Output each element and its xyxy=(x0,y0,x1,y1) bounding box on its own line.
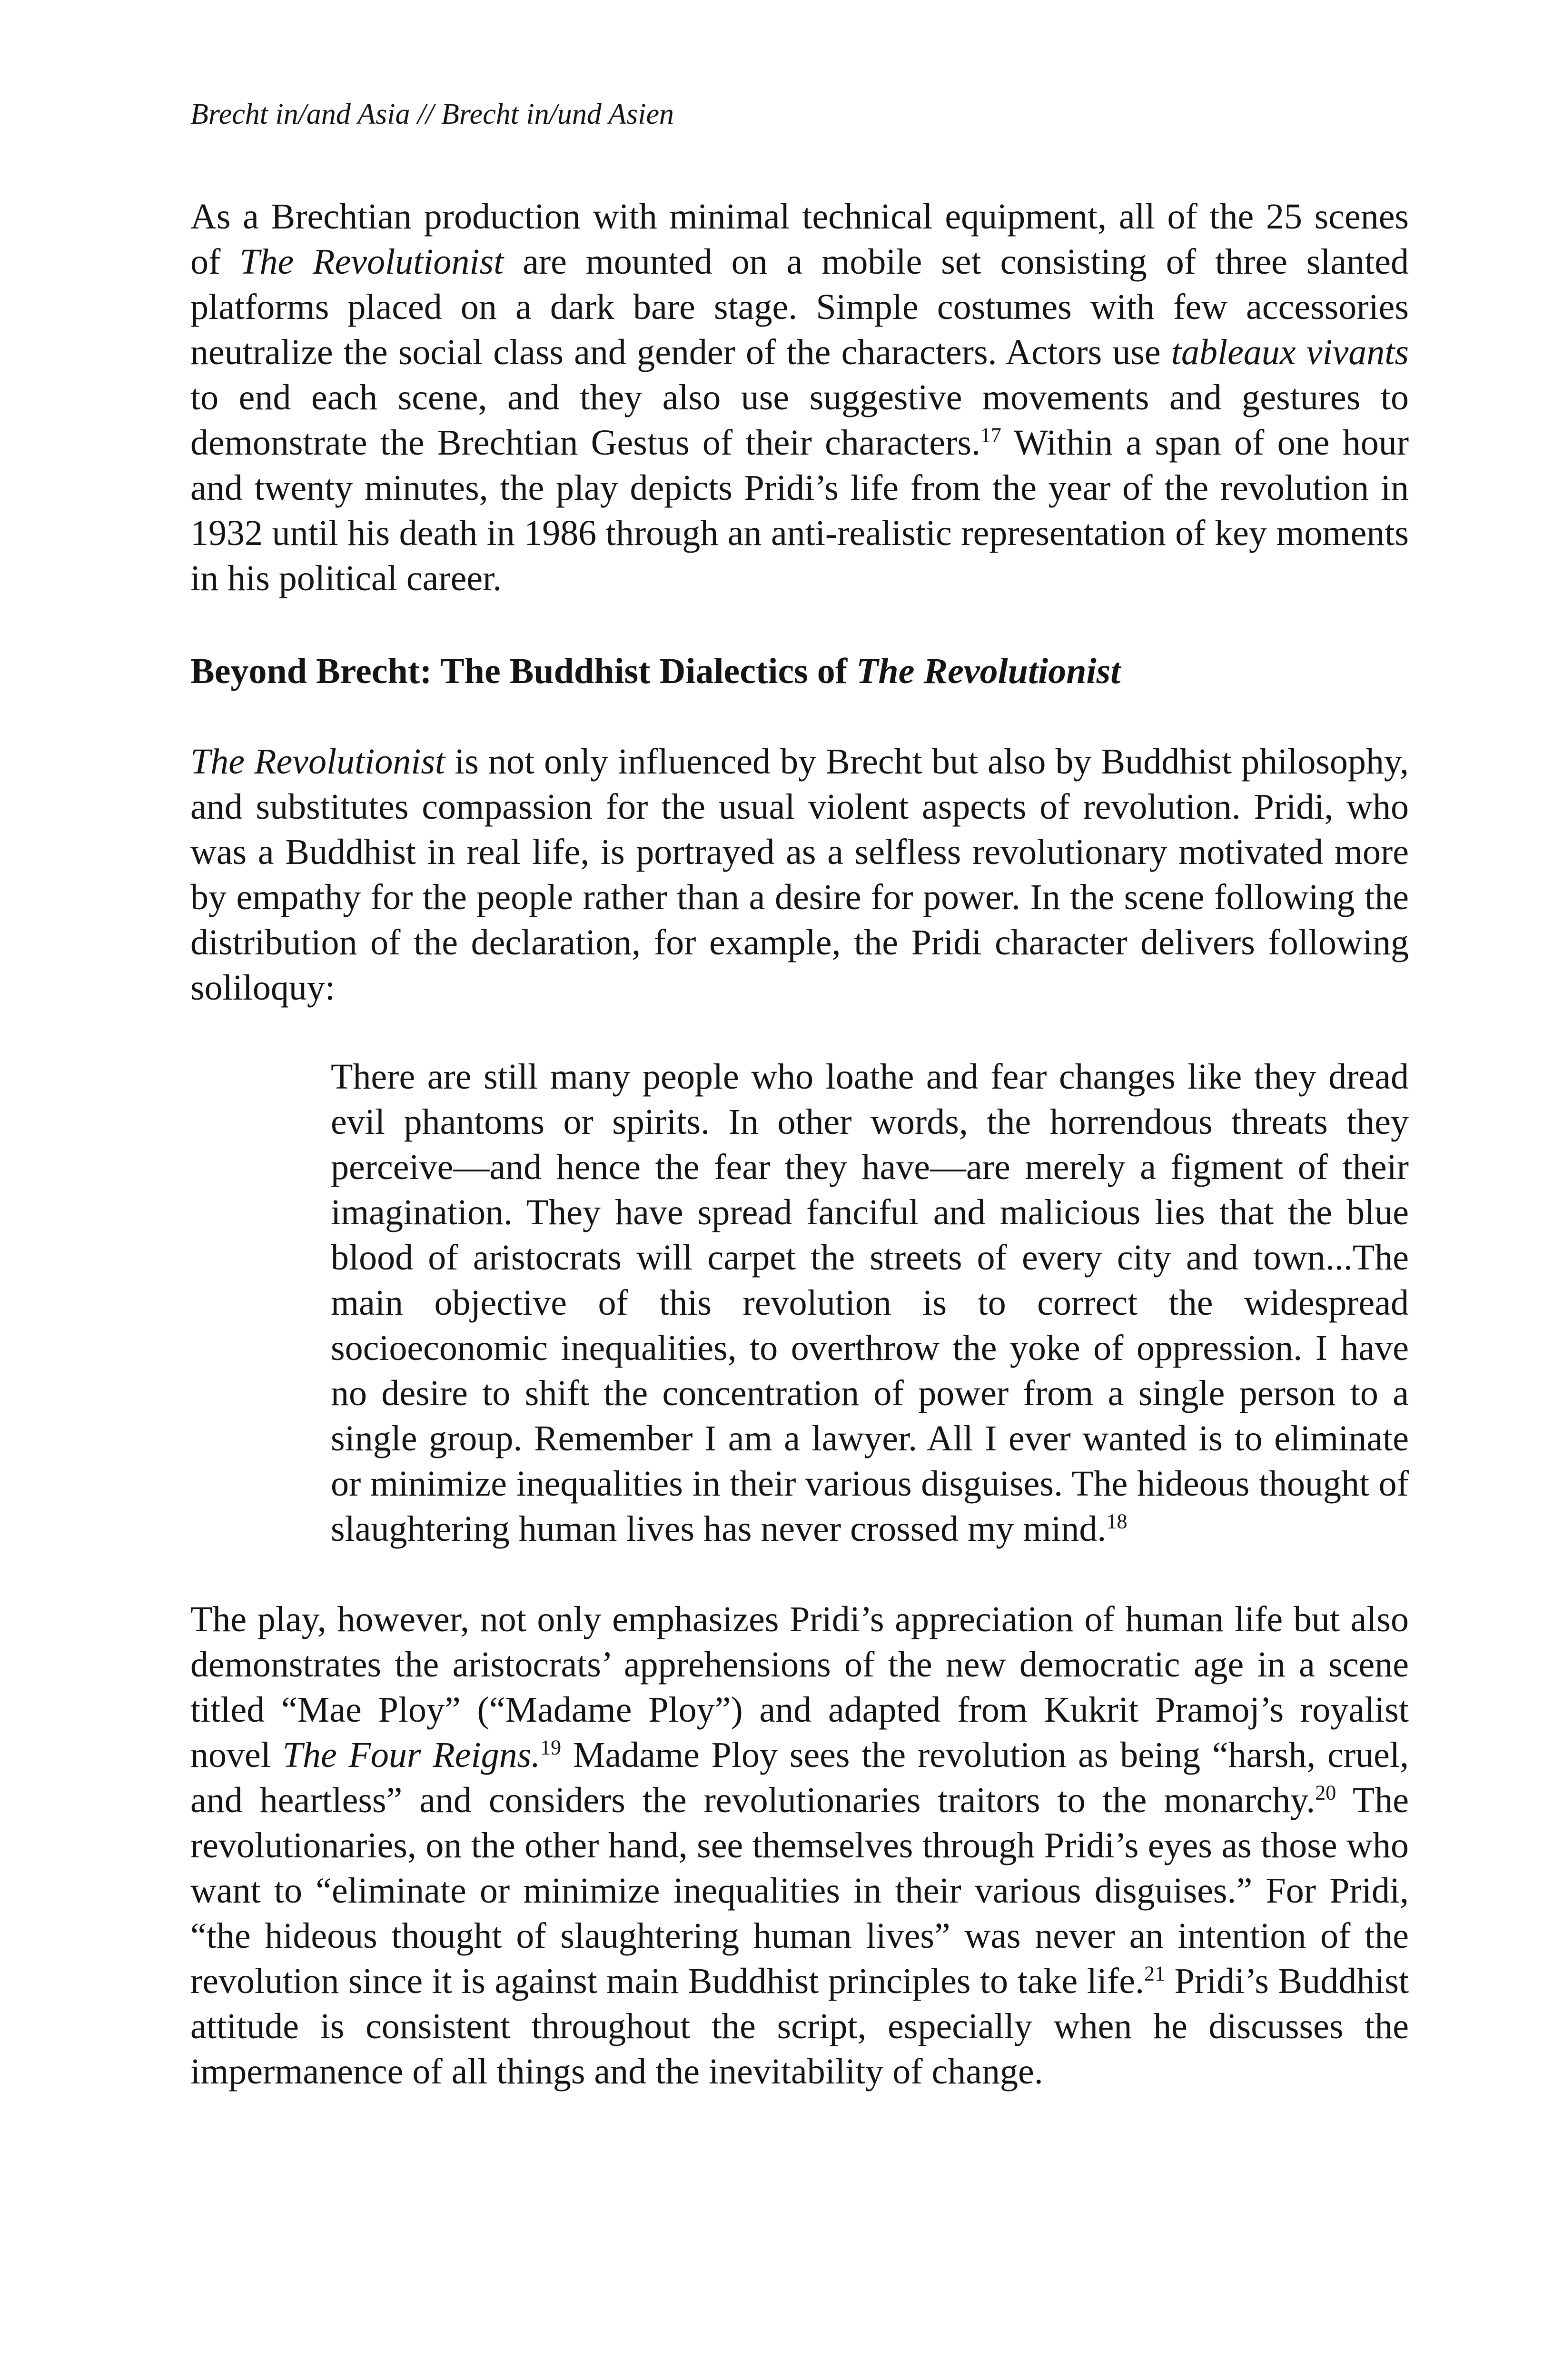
text-run: As a Brechtian production with minimal technical equipment, all of the 25 scenes of xyxy=(190,197,1409,282)
footnote-ref-18[interactable]: 18 xyxy=(1106,1509,1128,1533)
italic-title: The Revolutionist xyxy=(190,742,445,782)
section-heading xyxy=(190,649,1409,694)
italic-title: The Revolutionist xyxy=(239,242,504,282)
quote-text: There are still many people who loathe and fear changes like they dread evil phantoms or spirits. In other words, the horrendous threats they perceive—and hence the fear they have—are merely a figment of their imagination. They have spread fanciful and malicious lies that the blue blood of aristocrats will carpet the streets of every city and town...The main objective of this revolution is to correct the widespread socioeconomic inequalities, to overthrow the yoke of oppression. I have no desire to shift the concentration of power from a single person to a single group. Remember I am a lawyer. All I ever wanted is to eliminate or minimize inequalities in their various disguises. The hideous thought of slaughtering human lives has never crossed my mind. xyxy=(331,1057,1409,1549)
footnote-ref-20[interactable]: 20 xyxy=(1315,1781,1336,1805)
footnote-ref-17[interactable]: 17 xyxy=(980,423,1002,447)
footnote-ref-21[interactable]: 21 xyxy=(1144,1962,1165,1985)
heading-italic-title: The Revolutionist xyxy=(856,651,1121,691)
paragraph-aristocrats xyxy=(190,1597,1409,2094)
soliloquy-blockquote xyxy=(331,1054,1409,1552)
italic-title: The Four Reigns. xyxy=(282,1735,541,1775)
text-run: Pridi’s Buddhist attitude is consistent throughout the script, especially when he discusses the impermanence of all things and the inevitability of change. xyxy=(190,1961,1409,2092)
paragraph-buddhist xyxy=(190,739,1409,1011)
text-run: Within a span of one hour and twenty minutes, the play depicts Pridi’s life from the year of the revolution in 1932 until his death in 1986 through an anti-realistic representation of key moments in his political career. xyxy=(190,423,1409,598)
running-header: Brecht in/and Asia // Brecht in/und Asien xyxy=(190,98,674,130)
text-run: The play, however, not only emphasizes Pridi’s appreciation of human life but also demonstrates the aristocrats’ apprehensions of the new democratic age in a scene titled “Mae Ploy” (“Madame Ploy”) and adapted from Kukrit Pramoj’s royalist novel xyxy=(190,1599,1409,1775)
page-body xyxy=(190,95,1409,2094)
text-run: to end each scene, and they also use suggestive movements and gestures to demonstrate the Brechtian Gestus of their characters. xyxy=(190,377,1409,463)
italic-term: tableaux vivants xyxy=(1171,332,1409,372)
text-run: Madame Ploy sees the revolution as being “harsh, cruel, and heartless” and considers the revolutionaries traitors to the monarchy. xyxy=(190,1735,1409,1820)
text-run: are mounted on a mobile set consisting of three slanted platforms placed on a dark bare stage. Simple costumes with few accessories neutralize the social class and gender of the characters. Actors use xyxy=(190,242,1409,372)
footnote-ref-19[interactable]: 19 xyxy=(540,1735,562,1759)
text-run: The revolutionaries, on the other hand, see themselves through Pridi’s eyes as those who want to “eliminate or minimize inequalities in their various disguises.” For Pridi, “the hideous thought of slaughtering human lives” was never an intention of the revolution since it is against main Buddhist principles to take life. xyxy=(190,1780,1409,2001)
text-run: is not only influenced by Brecht but also by Buddhist philosophy, and substitutes compassion for the usual violent aspects of revolution. Pridi, who was a Buddhist in real life, is portrayed as a selfless revolutionary motivated more by empathy for the people rather than a desire for power. In the scene following the distribution of the declaration, for example, the Pridi character delivers following soliloquy: xyxy=(190,742,1409,1008)
paragraph-production xyxy=(190,194,1409,601)
heading-text: Beyond Brecht: The Buddhist Dialectics of xyxy=(190,651,857,691)
